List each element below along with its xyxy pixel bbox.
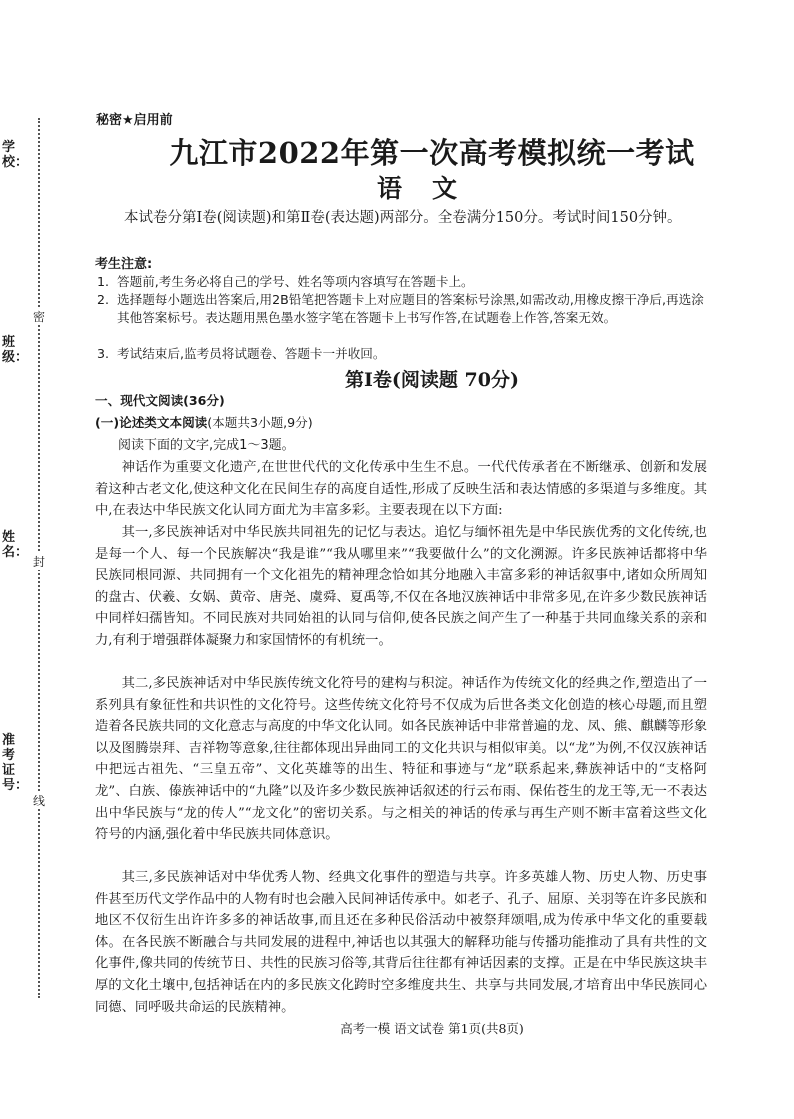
notice-item-number: 3. [97, 346, 110, 361]
notice-item-number: 1. [97, 274, 110, 289]
notice-item [97, 291, 707, 327]
part-one-title: 第Ⅰ卷(阅读题 70分) [345, 369, 519, 391]
subsection-title: (一)论述类文本阅读 [95, 415, 208, 430]
exam-title: 九江市2022年第一次高考模拟统一考试 [169, 136, 695, 170]
section-heading: 一、现代文阅读(36分) [95, 393, 225, 408]
notice-item [97, 345, 707, 363]
passage-paragraph: 神话作为重要文化遗产,在世世代代的文化传承中生生不息。一代代传承者在不断继承、创新和发展着这种古老文化,使这种文化在民间生存的高度自适性,形成了反映生活和表达情感的多渠道与多维度。其中,在表达中华民族文化认同方面尤为丰富多彩。主要表现在以下方面: [95, 460, 707, 519]
notice-item-text: 考试结束后,监考员将试题卷、答题卡一并收回。 [117, 346, 386, 361]
notice-item-number: 2. [97, 292, 110, 307]
passage-paragraph: 其二,多民族神话对中华民族传统文化符号的建构与积淀。神话作为传统文化的经典之作,塑造出了一系列具有象征性和共识性的文化符号。这些传统文化符号不仅成为后世各类文化创造的核心母题,而且塑造着各民族共同的文化意志与高度的中华文化认同。如各民族神话中非常普遍的龙、凤、熊、麒麟等形象以及图腾崇拜、吉祥物等意象,往往都体现出异曲同工的文化共识与相似审美。以“龙”为例,不仅汉族神话中把远古祖先、“三皇五帝”、文化英雄等的出生、特征和事迹与“龙”联系起来,彝族神话中的“支格阿龙”、白族、傣族神话中的“九隆”以及许多少数民族神话叙述的行云布雨、保佑苍生的龙王等,无一不表达出中华民族与“龙的传人”“龙文化”的密切关系。与之相关的神话的传承与再生产则不断丰富着这些文化符号的内涵,强化着中华民族共同体意识。 [95, 676, 707, 843]
seal-mark-xian: 线 [33, 794, 46, 808]
passage-paragraph: 其三,多民族神话对中华优秀人物、经典文化事件的塑造与共享。许多英雄人物、历史人物、历史事件甚至历代文学作品中的人物有时也会融入民间神话传承中。如老子、孔子、屈原、关羽等在许多民族和地区不仅衍生出许许多多的神话故事,而且还在多种民俗活动中被祭拜颂唱,成为传承中华文化的重要载体。在各民族不断融合与共同发展的进程中,神话也以其强大的解释功能与传播功能推动了具有共性的文化事件,像共同的传统节日、共性的民族习俗等,其背后往往都有神话因素的支撑。正是在中华民族这块丰厚的文化土壤中,包括神话在内的多民族文化跨时空多维度共生、共享与共同发展,才培育出中华民族同心同德、同呼吸共命运的民族精神。 [95, 870, 707, 1015]
school-label: 学校： [2, 140, 29, 170]
notice-item-text: 选择题每小题选出答案后,用2B铅笔把答题卡上对应题目的答案标号涂黑,如需改动,用橡皮擦干净后,再选涂其他答案标号。表达题用黑色墨水签字笔在答题卡上书写作答,在试题卷上作答,答案无效。 [117, 292, 704, 325]
passage-paragraph: 其一,多民族神话对中华民族共同祖先的记忆与表达。追忆与缅怀祖先是中华民族优秀的文化传统,也是每一个人、每一个民族解决“我是谁”“我从哪里来”“我要做什么”的文化溯源。许多民族神话都将中华民族同根同源、共同拥有一个文化祖先的精神理念恰如其分地融入丰富多彩的神话叙事中,诸如众所周知的盘古、伏羲、女娲、黄帝、唐尧、虞舜、夏禹等,不仅在各地汉族神话中非常多见,在许多少数民族神话中同样妇孺皆知。不同民族对共同始祖的认同与信仰,使各民族之间产生了一种基于共同血缘关系的亲和力,有利于增强群体凝聚力和家国情怀的有机统一。 [95, 525, 707, 648]
seal-mark-mi: 密 [33, 310, 46, 324]
subsection-heading [95, 412, 313, 431]
notice-item-text: 答题前,考生务必将自己的学号、姓名等项内容填写在答题卡上。 [117, 274, 474, 289]
exam-number-label: 准考证号： [2, 733, 29, 793]
subsection-score: (本题共3小题,9分) [207, 415, 313, 430]
name-label: 姓名： [2, 530, 29, 560]
reading-instruction: 阅读下面的文字,完成1～3题。 [118, 438, 295, 453]
notice-item [97, 273, 707, 291]
exam-intro: 本试卷分第Ⅰ卷(阅读题)和第Ⅱ卷(表达题)两部分。全卷满分150分。考试时间150分钟。 [124, 210, 682, 226]
seal-mark-feng: 封 [33, 555, 46, 569]
subject-title: 语文 [376, 174, 487, 203]
notice-heading: 考生注意: [95, 257, 153, 272]
class-label: 班级： [2, 335, 29, 365]
page-footer: 高考一模 语文试卷 第1页(共8页) [340, 1021, 524, 1036]
confidential-mark: 秘密★启用前 [96, 113, 173, 128]
